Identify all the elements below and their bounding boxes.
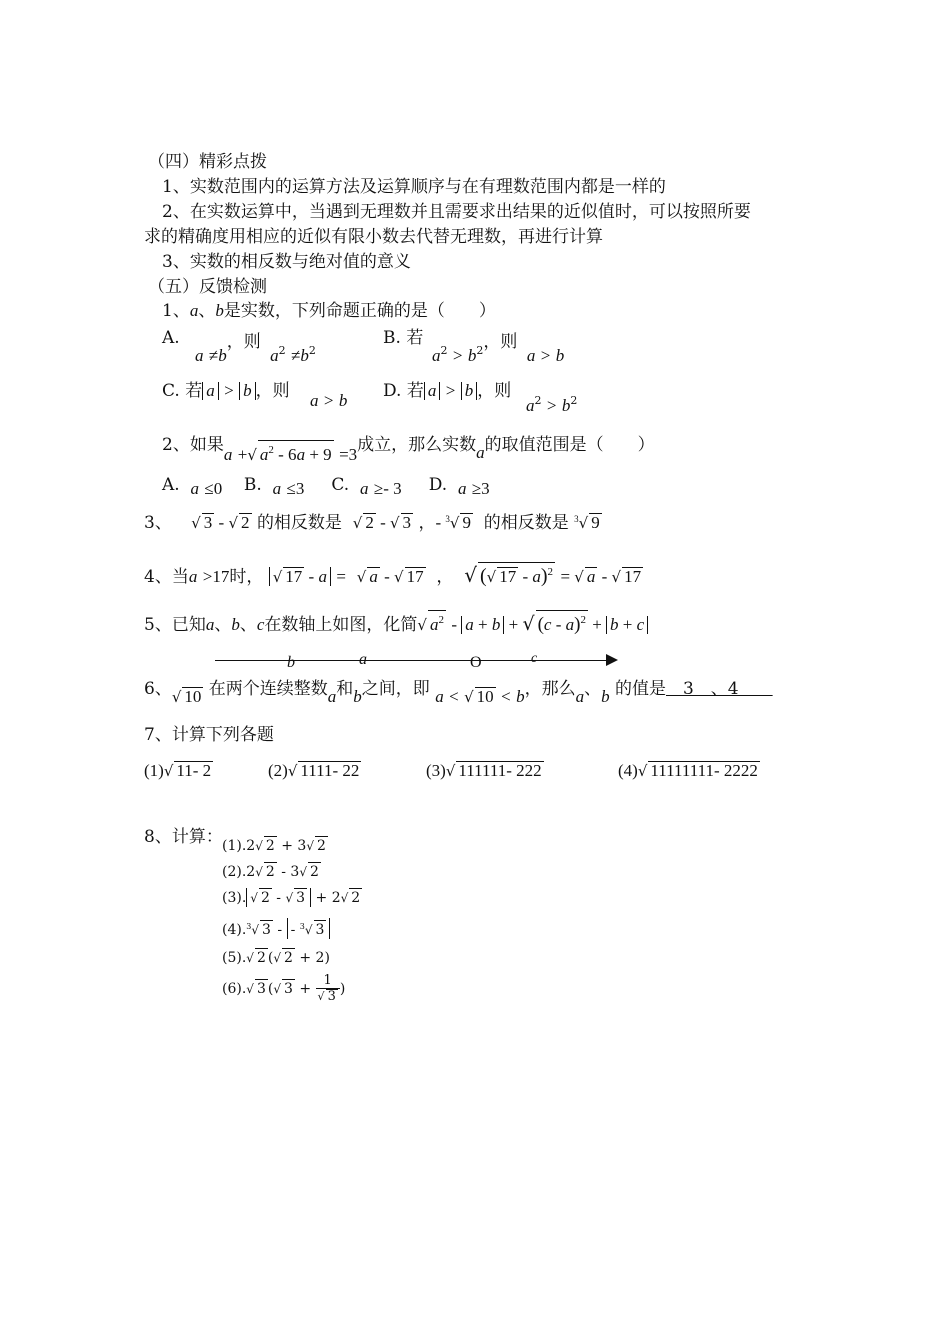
q1-option-b: B. 若 [383,328,424,348]
q7-item-2: (2)√ 1111- 22 [268,761,360,780]
point-1: 1、实数范围内的运算方法及运算顺序与在有理数范围内都是一样的 [162,177,666,197]
q8-item-2: (2).2√ 2 - 3√ 2 [222,864,319,880]
question-3: 3、 √ 3 - √ 2 的相反数是 √ 2 - √ 3 ，- $^3$√ 9 的相反数是 $^3$√ 9 [144,513,600,533]
question-6: 6、√ 10 在两个连续整数a和b之间，即 a < √ 10 < b，那么a、b 的值是 3 、4 [144,679,773,706]
q7-item-4: (4)√ 11111111- 2222 [618,761,758,780]
number-line-label-c: c [531,651,538,666]
number-line-label-b: b [287,654,295,671]
q8-item-4: (4).$^3$√ 3 - - $^3$√ 3 [222,918,330,939]
number-line-label-origin: O [470,654,482,671]
point-3: 3、实数的相反数与绝对值的意义 [162,252,411,272]
q2-options: A. a ≤0 B. a ≤3 C. a ≥- 3 D. a ≥3 [162,475,490,498]
q6-answer: 3 、4 [665,679,773,699]
question-5: 5、已知a、b、c在数轴上如图，化简√ $a^2 - a + b$ + √ (c - a)$^2$ + b + c [144,610,648,636]
number-line-label-a: a [359,651,367,668]
question-4: 4、当a >17时， √ 17 - a = √ a - √ 17 ， √ (√ 17 - a)$^2$ = √ a - √ 17 [144,563,642,587]
q8-item-6: (6).√ 3 (√ 3 + $\frac{1}{√ 3}$ ) [222,973,346,1004]
q7-item-3: (3)√ 111111- 222 [426,761,542,780]
section-4-title: （四）精彩点拨 [148,152,267,172]
q1-option-d-result: $a^2 > b^2$ [526,394,578,415]
section-5-title: （五）反馈检测 [148,277,267,297]
question-7-title: 7、计算下列各题 [144,725,274,745]
q8-item-3: (3). √ 2 - √ 3 + 2√ 2 [222,890,361,906]
number-line-arrow-icon [606,654,618,666]
q1-option-b-math: $a^2 > b^2$，则 a > b [432,332,565,365]
q7-item-1: (1)√ 11- 2 [144,761,212,780]
number-line-axis [215,660,610,661]
q1-option-d: D. 若 a > b ，则 [383,381,512,401]
q8-item-5: (5).√ 2 (√ 2 + 2) [222,950,330,966]
point-2-line-2: 求的精确度用相应的近似有限小数去代替无理数，再进行计算 [144,227,603,247]
question-1-stem: 1、a、b是实数，下列命题正确的是（ ） [162,301,496,321]
question-2-stem: 2、如果a +√ $a^2 - 6a + 9 =3$成立，那么实数a的取值范围是（ ） [162,435,655,464]
q1-option-a-math: a ≠b，则 $a^2 \ne b^2$ [195,332,316,365]
question-8-title: 8、计算： [144,827,223,847]
q1-option-a: A. [162,328,180,348]
q1-option-c: C. 若 a > b ，则 [162,381,290,401]
q1-option-c-result: a > b [310,391,348,410]
point-2-line-1: 2、在实数运算中，当遇到无理数并且需要求出结果的近似值时，可以按照所要 [162,202,751,222]
q8-item-1: (1).2√ 2 + 3√ 2 [222,838,326,854]
